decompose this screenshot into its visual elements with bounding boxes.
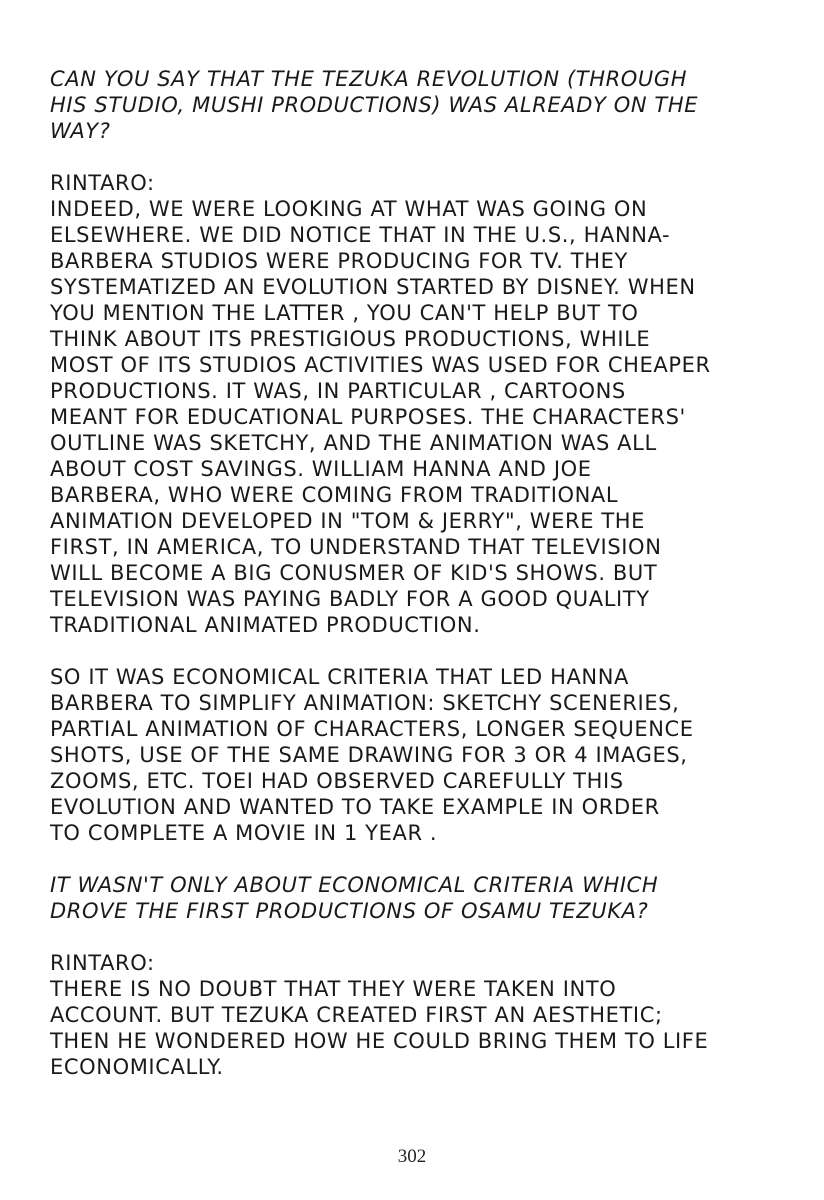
text-line: EVOLUTION AND WANTED TO TAKE EXAMPLE IN ORDER (50, 795, 660, 819)
text-line: TO COMPLETE A MOVIE IN 1 YEAR . (50, 821, 438, 845)
text-line: BARBERA, WHO WERE COMING FROM TRADITIONAL (50, 483, 619, 507)
text-line: THERE IS NO DOUBT THAT THEY WERE TAKEN INTO (50, 977, 617, 1001)
text-line: INDEED, WE WERE LOOKING AT WHAT WAS GOING ON (50, 197, 648, 221)
text-line: SO IT WAS ECONOMICAL CRITERIA THAT LED HANNA (50, 665, 630, 689)
text-line: MOST OF ITS STUDIOS ACTIVITIES WAS USED FOR CHEAPER (50, 353, 711, 377)
text-line: ABOUT COST SAVINGS. WILLIAM HANNA AND JOE (50, 457, 592, 481)
interview-text (50, 66, 790, 1080)
text-line: HIS STUDIO, MUSHI PRODUCTIONS) WAS ALREADY ON THE (50, 93, 699, 117)
question-1 (50, 66, 790, 144)
text-line: TELEVISION WAS PAYING BADLY FOR A GOOD QUALITY (50, 587, 650, 611)
answer-1-continued (50, 664, 790, 846)
answer-1 (50, 170, 790, 638)
text-line: SYSTEMATIZED AN EVOLUTION STARTED BY DISNEY. WHEN (50, 275, 696, 299)
question-2 (50, 872, 790, 924)
text-line: FIRST, IN AMERICA, TO UNDERSTAND THAT TELEVISION (50, 535, 662, 559)
text-line: ELSEWHERE. WE DID NOTICE THAT IN THE U.S., HANNA- (50, 223, 671, 247)
text-line: CAN YOU SAY THAT THE TEZUKA REVOLUTION (THROUGH (50, 67, 688, 91)
text-line: TRADITIONAL ANIMATED PRODUCTION. (50, 613, 481, 637)
text-line: DROVE THE FIRST PRODUCTIONS OF OSAMU TEZUKA? (50, 899, 649, 923)
answer-2 (50, 950, 790, 1080)
text-line: PRODUCTIONS. IT WAS, IN PARTICULAR , CARTOONS (50, 379, 626, 403)
text-line: OUTLINE WAS SKETCHY, AND THE ANIMATION WAS ALL (50, 431, 657, 455)
text-line: BARBERA STUDIOS WERE PRODUCING FOR TV. THEY (50, 249, 628, 273)
text-line: ZOOMS, ETC. TOEI HAD OBSERVED CAREFULLY THIS (50, 769, 624, 793)
text-line: ACCOUNT. BUT TEZUKA CREATED FIRST AN AESTHETIC; (50, 1003, 663, 1027)
text-line: YOU MENTION THE LATTER , YOU CAN'T HELP BUT TO (50, 301, 639, 325)
text-line: ANIMATION DEVELOPED IN "TOM & JERRY", WERE THE (50, 509, 646, 533)
speaker-label: RINTARO: (50, 951, 155, 975)
text-line: IT WASN'T ONLY ABOUT ECONOMICAL CRITERIA WHICH (50, 873, 659, 897)
text-line: MEANT FOR EDUCATIONAL PURPOSES. THE CHARACTERS' (50, 405, 686, 429)
speaker-label: RINTARO: (50, 171, 155, 195)
text-line: WAY? (50, 119, 111, 143)
page-number: 302 (397, 1146, 427, 1167)
text-line: ECONOMICALLY. (50, 1055, 224, 1079)
text-line: PARTIAL ANIMATION OF CHARACTERS, LONGER SEQUENCE (50, 717, 694, 741)
text-line: THINK ABOUT ITS PRESTIGIOUS PRODUCTIONS, WHILE (50, 327, 651, 351)
text-line: SHOTS, USE OF THE SAME DRAWING FOR 3 OR 4 IMAGES, (50, 743, 688, 767)
text-line: THEN HE WONDERED HOW HE COULD BRING THEM TO LIFE (50, 1029, 709, 1053)
text-line: WILL BECOME A BIG CONUSMER OF KID'S SHOWS. BUT (50, 561, 658, 585)
text-line: BARBERA TO SIMPLIFY ANIMATION: SKETCHY SCENERIES, (50, 691, 680, 715)
